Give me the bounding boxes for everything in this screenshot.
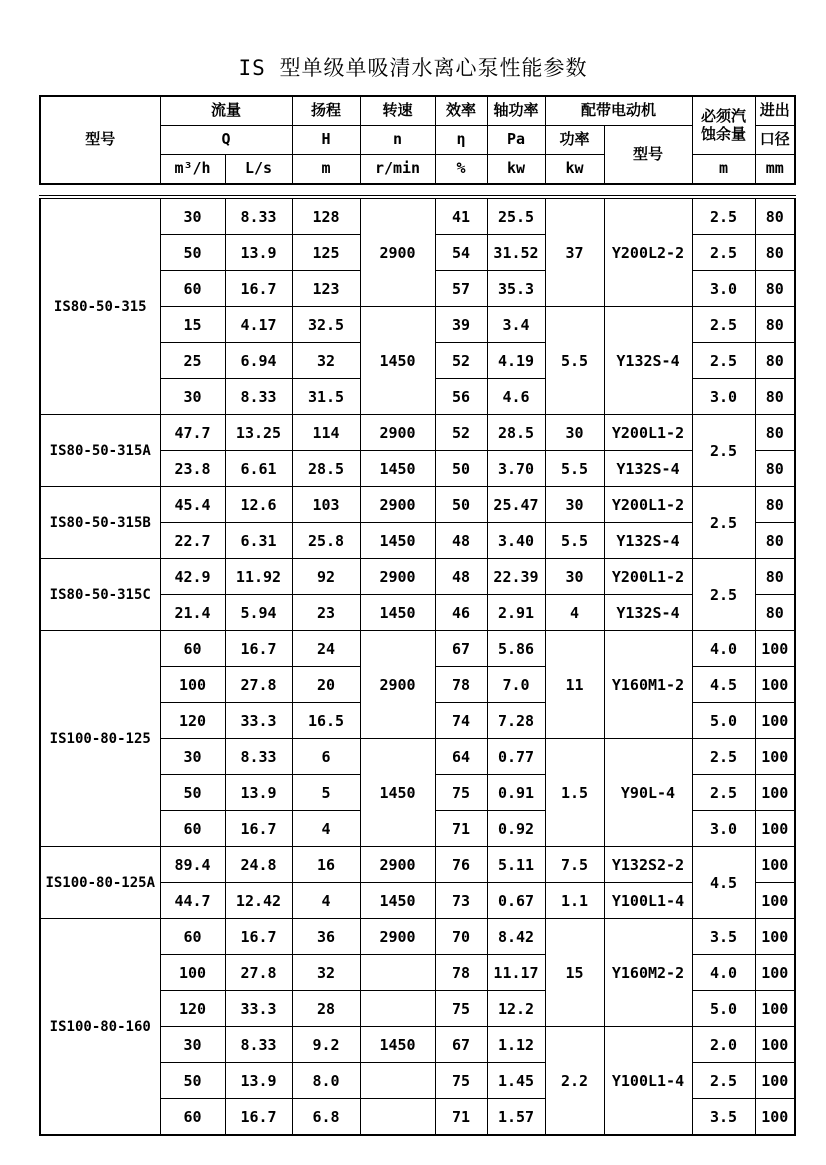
data-cell: 67 bbox=[435, 1027, 487, 1063]
data-cell: 16.7 bbox=[225, 811, 292, 847]
data-cell: 50 bbox=[160, 1063, 225, 1099]
data-cell: 8.33 bbox=[225, 197, 292, 235]
data-cell: 4.5 bbox=[692, 667, 755, 703]
table-row bbox=[40, 919, 795, 955]
data-cell: 3.40 bbox=[487, 523, 545, 559]
header-efficiency-symbol: η bbox=[435, 126, 487, 155]
data-cell: 80 bbox=[755, 487, 795, 523]
data-cell: 4.19 bbox=[487, 343, 545, 379]
data-cell: 8.0 bbox=[292, 1063, 360, 1099]
data-cell: 9.2 bbox=[292, 1027, 360, 1063]
table-row bbox=[40, 631, 795, 667]
header-efficiency: 效率 bbox=[435, 96, 487, 126]
data-cell: 4.6 bbox=[487, 379, 545, 415]
data-cell: 2.0 bbox=[692, 1027, 755, 1063]
unit-shaft-kw: kw bbox=[487, 155, 545, 185]
data-cell: 0.91 bbox=[487, 775, 545, 811]
data-cell: 80 bbox=[755, 523, 795, 559]
data-cell: 4 bbox=[292, 811, 360, 847]
data-cell bbox=[360, 955, 435, 991]
data-cell: 3.0 bbox=[692, 811, 755, 847]
header-shaft-power-symbol: Pa bbox=[487, 126, 545, 155]
table-row bbox=[40, 197, 795, 235]
data-cell: 3.0 bbox=[692, 379, 755, 415]
data-cell: 1.57 bbox=[487, 1099, 545, 1136]
data-cell: 2900 bbox=[360, 487, 435, 523]
data-cell: 30 bbox=[545, 559, 604, 595]
data-cell: 30 bbox=[160, 379, 225, 415]
data-cell: 92 bbox=[292, 559, 360, 595]
data-cell: 25 bbox=[160, 343, 225, 379]
data-cell: Y90L-4 bbox=[604, 739, 692, 847]
data-cell: 80 bbox=[755, 343, 795, 379]
data-cell: 80 bbox=[755, 197, 795, 235]
unit-rmin: r/min bbox=[360, 155, 435, 185]
data-cell: 1450 bbox=[360, 523, 435, 559]
data-cell: 2.5 bbox=[692, 775, 755, 811]
data-cell: 52 bbox=[435, 343, 487, 379]
data-cell: 8.33 bbox=[225, 379, 292, 415]
data-cell bbox=[360, 1063, 435, 1099]
data-cell: 2900 bbox=[360, 415, 435, 451]
data-cell: 6.61 bbox=[225, 451, 292, 487]
data-cell: 1450 bbox=[360, 1027, 435, 1063]
data-cell: 128 bbox=[292, 197, 360, 235]
pump-spec-header-table bbox=[39, 95, 796, 185]
data-cell: 24.8 bbox=[225, 847, 292, 883]
data-cell: 35.3 bbox=[487, 271, 545, 307]
pump-model-cell: IS100-80-160 bbox=[40, 919, 160, 1136]
data-cell: 2.5 bbox=[692, 235, 755, 271]
data-cell: 100 bbox=[755, 847, 795, 883]
data-cell: 1.45 bbox=[487, 1063, 545, 1099]
data-cell: 100 bbox=[755, 919, 795, 955]
data-cell: 56 bbox=[435, 379, 487, 415]
data-cell: 28 bbox=[292, 991, 360, 1027]
data-cell: Y160M1-2 bbox=[604, 631, 692, 739]
data-cell: 100 bbox=[160, 667, 225, 703]
data-cell: 2900 bbox=[360, 631, 435, 739]
data-cell: 2900 bbox=[360, 847, 435, 883]
header-flow: 流量 bbox=[160, 96, 292, 126]
data-cell: 6.8 bbox=[292, 1099, 360, 1136]
data-cell: Y200L1-2 bbox=[604, 415, 692, 451]
data-cell: 6.31 bbox=[225, 523, 292, 559]
data-cell: 1.1 bbox=[545, 883, 604, 919]
data-cell: 8.33 bbox=[225, 1027, 292, 1063]
data-cell: 80 bbox=[755, 271, 795, 307]
data-cell: 16.7 bbox=[225, 271, 292, 307]
header-motor: 配带电动机 bbox=[545, 96, 692, 126]
data-cell: 100 bbox=[755, 1063, 795, 1099]
data-cell: 12.6 bbox=[225, 487, 292, 523]
data-cell: 16.5 bbox=[292, 703, 360, 739]
data-cell: 13.9 bbox=[225, 235, 292, 271]
data-cell: 2.5 bbox=[692, 559, 755, 631]
data-cell: 20 bbox=[292, 667, 360, 703]
data-cell: 31.5 bbox=[292, 379, 360, 415]
data-cell: 36 bbox=[292, 919, 360, 955]
data-cell bbox=[360, 991, 435, 1027]
data-cell: 3.4 bbox=[487, 307, 545, 343]
data-cell: Y160M2-2 bbox=[604, 919, 692, 1027]
data-cell: 8.42 bbox=[487, 919, 545, 955]
data-cell: 114 bbox=[292, 415, 360, 451]
data-cell: 64 bbox=[435, 739, 487, 775]
table-row bbox=[40, 847, 795, 883]
data-cell: 3.70 bbox=[487, 451, 545, 487]
data-cell: 60 bbox=[160, 1099, 225, 1136]
data-cell: 70 bbox=[435, 919, 487, 955]
data-cell: 11.17 bbox=[487, 955, 545, 991]
data-cell: 125 bbox=[292, 235, 360, 271]
data-cell: 100 bbox=[755, 703, 795, 739]
data-cell: 6 bbox=[292, 739, 360, 775]
data-cell: 7.5 bbox=[545, 847, 604, 883]
data-cell: 80 bbox=[755, 307, 795, 343]
page-title: IS 型单级单吸清水离心泵性能参数 bbox=[238, 56, 588, 80]
data-cell: 2.5 bbox=[692, 307, 755, 343]
header-npsh: 必须汽 蚀余量 bbox=[692, 96, 755, 155]
data-cell: 100 bbox=[755, 1099, 795, 1136]
data-cell: 24 bbox=[292, 631, 360, 667]
pump-model-cell: IS80-50-315B bbox=[40, 487, 160, 559]
data-cell: Y132S-4 bbox=[604, 523, 692, 559]
data-cell: 30 bbox=[160, 739, 225, 775]
data-cell: 89.4 bbox=[160, 847, 225, 883]
data-cell: 2.5 bbox=[692, 415, 755, 487]
header-row bbox=[40, 96, 795, 126]
data-cell: 48 bbox=[435, 559, 487, 595]
header-head: 扬程 bbox=[292, 96, 360, 126]
data-cell: 25.47 bbox=[487, 487, 545, 523]
data-cell: 22.7 bbox=[160, 523, 225, 559]
data-cell: 2900 bbox=[360, 559, 435, 595]
data-cell: 52 bbox=[435, 415, 487, 451]
data-cell: 46 bbox=[435, 595, 487, 631]
data-cell: 2.91 bbox=[487, 595, 545, 631]
table-row bbox=[40, 487, 795, 523]
table-row bbox=[40, 559, 795, 595]
data-cell: 37 bbox=[545, 197, 604, 307]
data-cell: 71 bbox=[435, 811, 487, 847]
data-cell: 28.5 bbox=[292, 451, 360, 487]
data-cell: 2900 bbox=[360, 197, 435, 307]
data-cell: 76 bbox=[435, 847, 487, 883]
data-cell: 16.7 bbox=[225, 919, 292, 955]
data-cell: 1450 bbox=[360, 883, 435, 919]
data-cell: 50 bbox=[435, 487, 487, 523]
data-cell: 103 bbox=[292, 487, 360, 523]
data-cell bbox=[360, 1099, 435, 1136]
data-cell: Y200L1-2 bbox=[604, 487, 692, 523]
data-cell: 11.92 bbox=[225, 559, 292, 595]
data-cell: 15 bbox=[160, 307, 225, 343]
data-cell: 22.39 bbox=[487, 559, 545, 595]
pump-spec-body-table bbox=[39, 195, 796, 1136]
data-cell: 1.12 bbox=[487, 1027, 545, 1063]
data-cell: 80 bbox=[755, 235, 795, 271]
data-cell: 4 bbox=[292, 883, 360, 919]
header-motor-model: 型号 bbox=[604, 126, 692, 185]
data-cell: 2.5 bbox=[692, 739, 755, 775]
pump-model-cell: IS100-80-125 bbox=[40, 631, 160, 847]
data-cell: 30 bbox=[545, 487, 604, 523]
data-cell: 15 bbox=[545, 919, 604, 1027]
data-cell: 2.5 bbox=[692, 1063, 755, 1099]
unit-percent: % bbox=[435, 155, 487, 185]
data-cell: 16.7 bbox=[225, 631, 292, 667]
data-cell: 5.5 bbox=[545, 523, 604, 559]
data-cell: 60 bbox=[160, 631, 225, 667]
data-cell: 2.5 bbox=[692, 343, 755, 379]
unit-ls: L/s bbox=[225, 155, 292, 185]
data-cell: 11 bbox=[545, 631, 604, 739]
data-cell: 30 bbox=[160, 1027, 225, 1063]
data-cell: 80 bbox=[755, 379, 795, 415]
pump-model-cell: IS100-80-125A bbox=[40, 847, 160, 919]
data-cell: 5.5 bbox=[545, 307, 604, 415]
data-cell: 32 bbox=[292, 343, 360, 379]
data-cell: 100 bbox=[755, 991, 795, 1027]
data-cell: 32.5 bbox=[292, 307, 360, 343]
data-cell: 33.3 bbox=[225, 703, 292, 739]
data-cell: 16 bbox=[292, 847, 360, 883]
header-speed-symbol: n bbox=[360, 126, 435, 155]
data-cell: Y132S-4 bbox=[604, 451, 692, 487]
data-cell: Y100L1-4 bbox=[604, 1027, 692, 1136]
data-cell: Y100L1-4 bbox=[604, 883, 692, 919]
data-cell: Y132S-4 bbox=[604, 307, 692, 415]
data-cell: 0.67 bbox=[487, 883, 545, 919]
spec-table-head bbox=[40, 96, 795, 184]
header-port-line2: 口径 bbox=[755, 126, 795, 155]
data-cell: 23 bbox=[292, 595, 360, 631]
data-cell: 50 bbox=[435, 451, 487, 487]
data-cell: 100 bbox=[755, 775, 795, 811]
data-cell: 74 bbox=[435, 703, 487, 739]
data-cell: 12.42 bbox=[225, 883, 292, 919]
data-cell: 7.0 bbox=[487, 667, 545, 703]
data-cell: 2.2 bbox=[545, 1027, 604, 1136]
data-cell: 3.5 bbox=[692, 919, 755, 955]
data-cell: 5.86 bbox=[487, 631, 545, 667]
data-cell: 27.8 bbox=[225, 667, 292, 703]
data-cell: 30 bbox=[160, 197, 225, 235]
data-cell: 5 bbox=[292, 775, 360, 811]
data-cell: 120 bbox=[160, 703, 225, 739]
data-cell: 100 bbox=[755, 739, 795, 775]
header-speed: 转速 bbox=[360, 96, 435, 126]
unit-npsh-m: m bbox=[692, 155, 755, 185]
data-cell: 25.8 bbox=[292, 523, 360, 559]
data-cell: 13.25 bbox=[225, 415, 292, 451]
data-cell: 2.5 bbox=[692, 197, 755, 235]
data-cell: 100 bbox=[755, 811, 795, 847]
data-cell: 5.0 bbox=[692, 991, 755, 1027]
data-cell: 28.5 bbox=[487, 415, 545, 451]
data-cell: 5.0 bbox=[692, 703, 755, 739]
data-cell: 4.17 bbox=[225, 307, 292, 343]
data-cell: 78 bbox=[435, 667, 487, 703]
data-cell: 80 bbox=[755, 451, 795, 487]
data-cell: 12.2 bbox=[487, 991, 545, 1027]
data-cell: 13.9 bbox=[225, 775, 292, 811]
data-cell: 33.3 bbox=[225, 991, 292, 1027]
pump-model-cell: IS80-50-315C bbox=[40, 559, 160, 631]
header-model: 型号 bbox=[40, 96, 160, 184]
table-row bbox=[40, 415, 795, 451]
data-cell: 67 bbox=[435, 631, 487, 667]
data-cell: Y132S-4 bbox=[604, 595, 692, 631]
unit-mm: mm bbox=[755, 155, 795, 185]
data-cell: 123 bbox=[292, 271, 360, 307]
data-cell: 1.5 bbox=[545, 739, 604, 847]
data-cell: 23.8 bbox=[160, 451, 225, 487]
data-cell: 54 bbox=[435, 235, 487, 271]
data-cell: 5.11 bbox=[487, 847, 545, 883]
unit-m3h: m³/h bbox=[160, 155, 225, 185]
data-cell: 48 bbox=[435, 523, 487, 559]
data-cell: 80 bbox=[755, 559, 795, 595]
data-cell: 100 bbox=[755, 1027, 795, 1063]
unit-head-m: m bbox=[292, 155, 360, 185]
unit-motor-kw: kw bbox=[545, 155, 604, 185]
data-cell: 60 bbox=[160, 919, 225, 955]
data-cell: 4 bbox=[545, 595, 604, 631]
data-cell: 31.52 bbox=[487, 235, 545, 271]
data-cell: Y200L2-2 bbox=[604, 197, 692, 307]
data-cell: 7.28 bbox=[487, 703, 545, 739]
data-cell: 16.7 bbox=[225, 1099, 292, 1136]
data-cell: 80 bbox=[755, 595, 795, 631]
data-cell: 39 bbox=[435, 307, 487, 343]
data-cell: 1450 bbox=[360, 595, 435, 631]
data-cell: 50 bbox=[160, 775, 225, 811]
data-cell: 30 bbox=[545, 415, 604, 451]
data-cell: 100 bbox=[755, 631, 795, 667]
data-cell: 4.5 bbox=[692, 847, 755, 919]
header-port-line1: 进出 bbox=[755, 96, 795, 126]
data-cell: 5.5 bbox=[545, 451, 604, 487]
pump-model-cell: IS80-50-315 bbox=[40, 197, 160, 415]
header-shaft-power: 轴功率 bbox=[487, 96, 545, 126]
header-head-symbol: H bbox=[292, 126, 360, 155]
data-cell: 27.8 bbox=[225, 955, 292, 991]
data-cell: 71 bbox=[435, 1099, 487, 1136]
data-cell: 1450 bbox=[360, 307, 435, 415]
data-cell: 13.9 bbox=[225, 1063, 292, 1099]
data-cell: 50 bbox=[160, 235, 225, 271]
data-cell: 21.4 bbox=[160, 595, 225, 631]
data-cell: 60 bbox=[160, 811, 225, 847]
data-cell: 1450 bbox=[360, 451, 435, 487]
data-cell: Y132S2-2 bbox=[604, 847, 692, 883]
data-cell: 100 bbox=[755, 955, 795, 991]
data-cell: 0.92 bbox=[487, 811, 545, 847]
data-cell: 25.5 bbox=[487, 197, 545, 235]
data-cell: 5.94 bbox=[225, 595, 292, 631]
data-cell: 75 bbox=[435, 991, 487, 1027]
data-cell: 2.5 bbox=[692, 487, 755, 559]
data-cell: 6.94 bbox=[225, 343, 292, 379]
data-cell: 100 bbox=[755, 667, 795, 703]
data-cell: 32 bbox=[292, 955, 360, 991]
data-cell: 100 bbox=[160, 955, 225, 991]
data-cell: 100 bbox=[755, 883, 795, 919]
data-cell: 0.77 bbox=[487, 739, 545, 775]
pump-model-cell: IS80-50-315A bbox=[40, 415, 160, 487]
data-cell: 45.4 bbox=[160, 487, 225, 523]
data-cell: 1450 bbox=[360, 739, 435, 847]
data-cell: 3.0 bbox=[692, 271, 755, 307]
data-cell: 2900 bbox=[360, 919, 435, 955]
data-cell: 41 bbox=[435, 197, 487, 235]
data-cell: 57 bbox=[435, 271, 487, 307]
data-cell: 4.0 bbox=[692, 955, 755, 991]
data-cell: 47.7 bbox=[160, 415, 225, 451]
data-cell: 75 bbox=[435, 775, 487, 811]
data-cell: 75 bbox=[435, 1063, 487, 1099]
data-cell: 120 bbox=[160, 991, 225, 1027]
header-motor-power: 功率 bbox=[545, 126, 604, 155]
data-cell: 78 bbox=[435, 955, 487, 991]
data-cell: 60 bbox=[160, 271, 225, 307]
header-flow-symbol: Q bbox=[160, 126, 292, 155]
data-cell: 42.9 bbox=[160, 559, 225, 595]
data-cell: 80 bbox=[755, 415, 795, 451]
data-cell: Y200L1-2 bbox=[604, 559, 692, 595]
data-cell: 3.5 bbox=[692, 1099, 755, 1136]
data-cell: 73 bbox=[435, 883, 487, 919]
data-cell: 8.33 bbox=[225, 739, 292, 775]
data-cell: 4.0 bbox=[692, 631, 755, 667]
spec-table-body bbox=[40, 197, 795, 1135]
data-cell: 44.7 bbox=[160, 883, 225, 919]
